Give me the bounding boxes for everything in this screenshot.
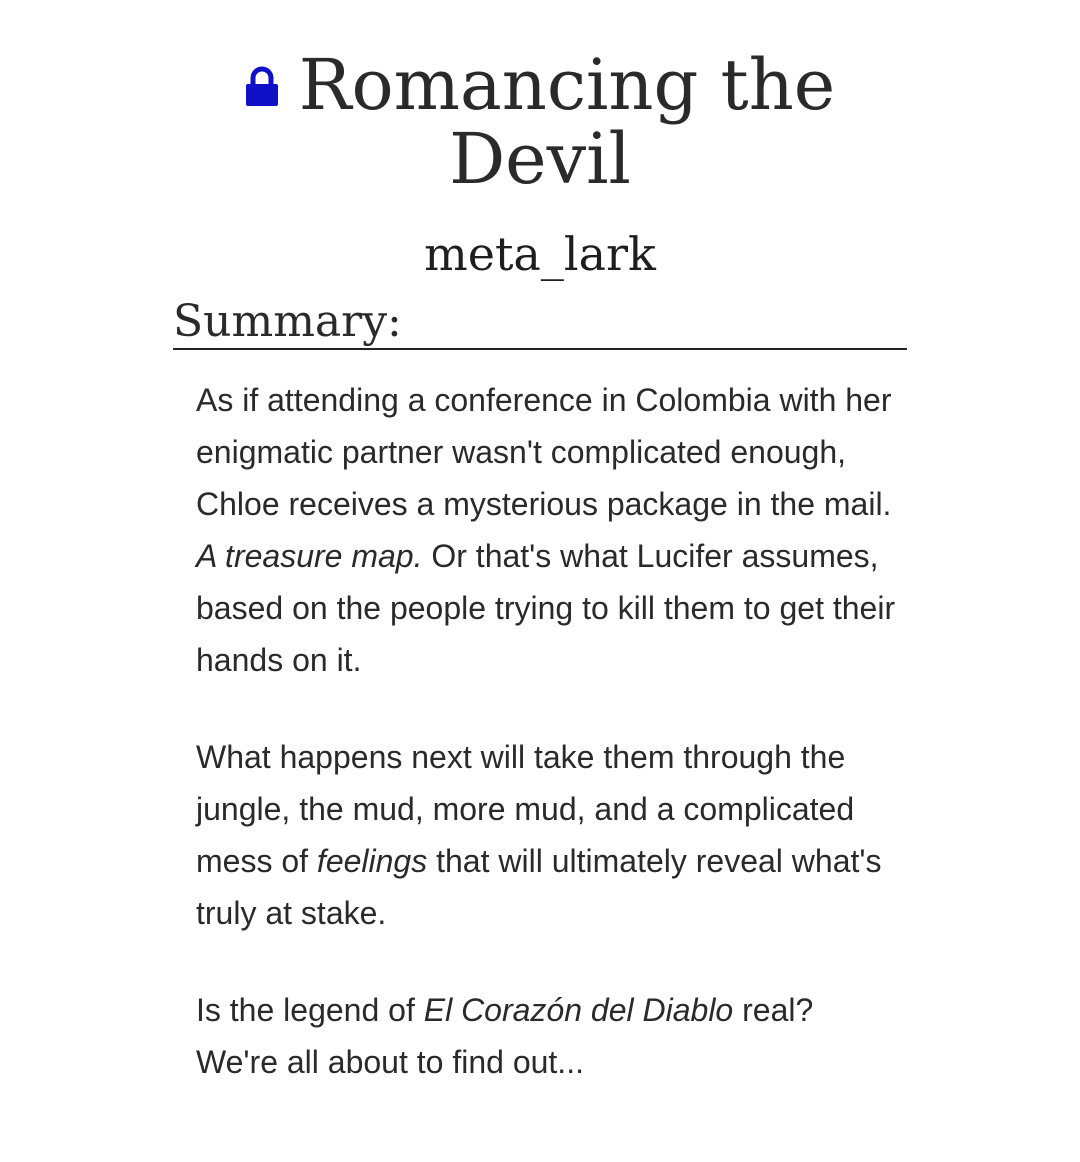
work-title-heading <box>200 44 880 200</box>
summary-text: What happens next will take them through the jungle, the mud, more mud, and a complicated mess of <box>196 739 855 879</box>
summary-emphasis: A treasure map. <box>196 538 423 574</box>
summary-paragraph-1 <box>196 374 896 686</box>
summary-text: that will ultimately reveal what's truly at stake. <box>196 843 882 931</box>
summary-text: As if attending a conference in Colombia with her enigmatic partner wasn't complicated enough, Chloe receives a mysterious package in the mail. <box>196 382 892 522</box>
summary-emphasis: El Corazón del Diablo <box>423 992 734 1028</box>
author-name[interactable]: meta_lark <box>424 227 656 281</box>
summary-paragraph-2 <box>196 731 896 939</box>
lock-icon <box>245 65 279 107</box>
summary-body <box>196 374 896 1088</box>
summary-text: Is the legend of <box>196 992 424 1028</box>
work-title[interactable]: Romancing the Devil <box>298 44 836 200</box>
summary-emphasis: feelings <box>316 843 428 879</box>
summary-heading: Summary: <box>173 294 907 350</box>
summary-text: real? We're all about to find out... <box>196 992 814 1080</box>
summary-paragraph-3 <box>196 984 896 1088</box>
summary-text: Or that's what Lucifer assumes, based on the people trying to kill them to get their hands on it. <box>196 538 896 678</box>
